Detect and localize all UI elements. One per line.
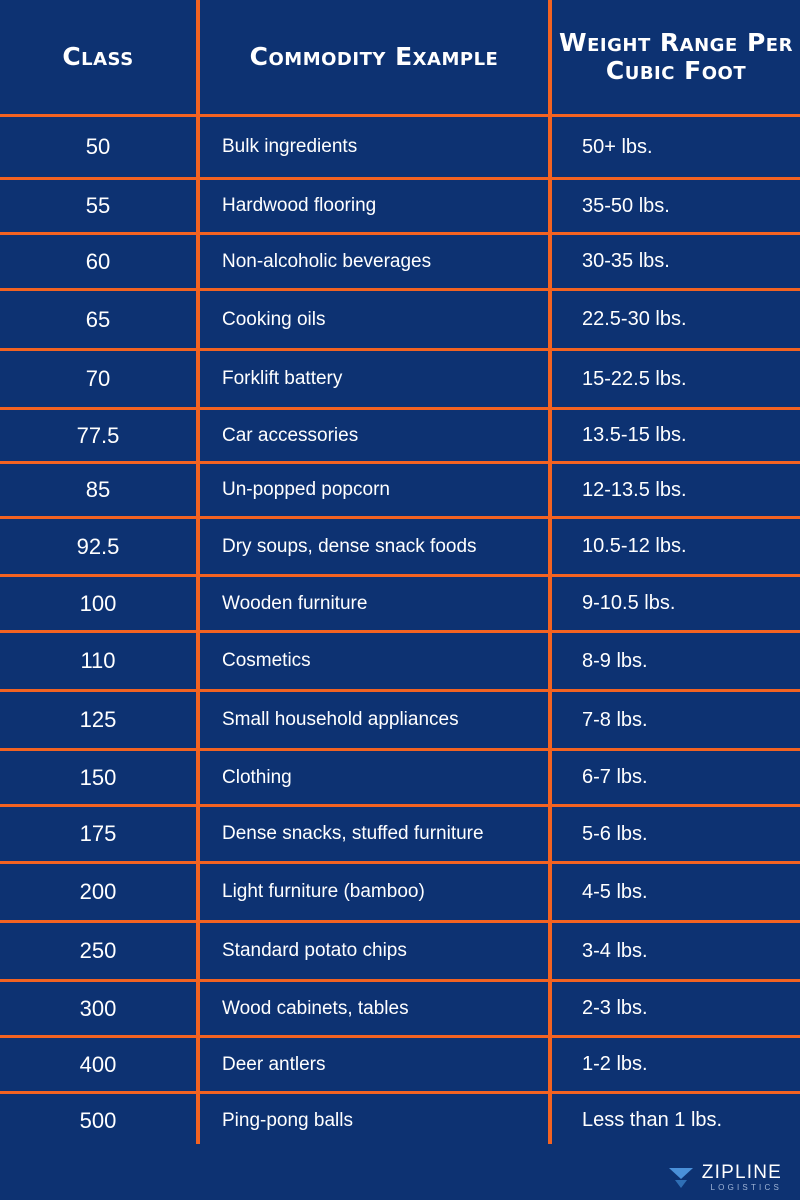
table-row	[0, 235, 800, 288]
cell-weight-range: 30-35 lbs.	[582, 250, 670, 272]
table-row	[0, 180, 800, 232]
cell-class: 100	[79, 590, 117, 616]
cell-weight-range: 1-2 lbs.	[582, 1053, 648, 1075]
cell-weight-range: 4-5 lbs.	[582, 880, 648, 903]
cell-weight-range: 12-13.5 lbs.	[582, 478, 687, 501]
logo-text-block	[702, 1163, 782, 1192]
cell-weight-range: 22.5-30 lbs.	[582, 308, 687, 330]
table-row	[0, 117, 800, 177]
cell-class: 300	[79, 995, 117, 1021]
table-row	[0, 410, 800, 461]
cell-commodity-example: Un-popped popcorn	[222, 479, 390, 500]
table-row	[0, 464, 800, 516]
cell-commodity-example: Cooking oils	[222, 308, 326, 330]
cell-class: 85	[85, 477, 111, 502]
cell-class: 70	[85, 366, 111, 391]
table-row	[0, 633, 800, 689]
cell-weight-range: 7-8 lbs.	[582, 708, 648, 731]
cell-class: 77.5	[76, 422, 120, 448]
cell-commodity-example: Dense snacks, stuffed furniture	[222, 823, 484, 844]
cell-weight-range: 8-9 lbs.	[582, 649, 648, 672]
table-row	[0, 864, 800, 920]
cell-weight-range: 6-7 lbs.	[582, 766, 648, 788]
footer	[0, 1144, 800, 1200]
cell-commodity-example: Cosmetics	[222, 650, 311, 671]
cell-class: 175	[79, 821, 117, 846]
table-row	[0, 807, 800, 861]
cell-commodity-example: Hardwood flooring	[222, 195, 377, 216]
cell-commodity-example: Ping-pong balls	[222, 1109, 353, 1131]
cell-commodity-example: Deer antlers	[222, 1053, 326, 1075]
cell-class: 200	[79, 879, 117, 904]
cell-commodity-example: Wooden furniture	[222, 592, 368, 614]
cell-weight-range: 50+ lbs.	[582, 135, 653, 158]
cell-weight-range: 5-6 lbs.	[582, 822, 648, 845]
column-header-commodity-example: Commodity Example	[249, 42, 499, 71]
column-header-weight-range: Weight Range Per Cubic Foot	[559, 28, 793, 85]
cell-commodity-example: Wood cabinets, tables	[222, 997, 409, 1019]
cell-commodity-example: Dry soups, dense snack foods	[222, 535, 477, 557]
cell-weight-range: 35-50 lbs.	[582, 194, 670, 217]
cell-class: 65	[85, 306, 111, 332]
cell-weight-range: 10.5-12 lbs.	[582, 535, 687, 557]
zipline-arrow-icon	[667, 1165, 695, 1191]
table-row	[0, 291, 800, 348]
cell-weight-range: 3-4 lbs.	[582, 939, 648, 962]
cell-commodity-example: Small household appliances	[222, 709, 459, 730]
cell-class: 125	[79, 707, 117, 732]
table-row	[0, 1094, 800, 1147]
cell-commodity-example: Bulk ingredients	[222, 136, 358, 157]
cell-weight-range: Less than 1 lbs.	[582, 1109, 723, 1131]
cell-class: 500	[79, 1107, 117, 1133]
table-row	[0, 982, 800, 1035]
table-row	[0, 1038, 800, 1091]
table-row	[0, 351, 800, 407]
cell-weight-range: 2-3 lbs.	[582, 997, 648, 1019]
cell-class: 400	[79, 1051, 117, 1077]
cell-commodity-example: Forklift battery	[222, 368, 343, 389]
cell-class: 250	[79, 938, 117, 963]
cell-class: 150	[79, 764, 117, 790]
table-row	[0, 519, 800, 574]
table-row	[0, 751, 800, 804]
table-row	[0, 692, 800, 748]
cell-commodity-example: Clothing	[222, 766, 292, 788]
cell-weight-range: 15-22.5 lbs.	[582, 367, 687, 390]
cell-commodity-example: Car accessories	[222, 424, 359, 446]
zipline-logistics-logo	[667, 1163, 782, 1192]
cell-weight-range: 13.5-15 lbs.	[582, 424, 687, 446]
table-header-row	[0, 0, 800, 114]
table-row	[0, 923, 800, 979]
cell-class: 110	[80, 648, 116, 673]
logo-name: ZIPLINE	[701, 1162, 782, 1183]
column-header-class: Class	[62, 42, 134, 71]
logo-subtitle: LOGISTICS	[710, 1183, 782, 1192]
cell-class: 50	[85, 134, 111, 159]
table-row	[0, 577, 800, 630]
table-body	[0, 114, 800, 1147]
cell-commodity-example: Non-alcoholic beverages	[222, 250, 432, 272]
cell-commodity-example: Light furniture (bamboo)	[222, 881, 425, 902]
cell-class: 60	[85, 248, 111, 274]
cell-commodity-example: Standard potato chips	[222, 940, 407, 961]
cell-weight-range: 9-10.5 lbs.	[582, 592, 676, 614]
cell-class: 55	[85, 193, 111, 218]
cell-class: 92.5	[76, 533, 120, 559]
